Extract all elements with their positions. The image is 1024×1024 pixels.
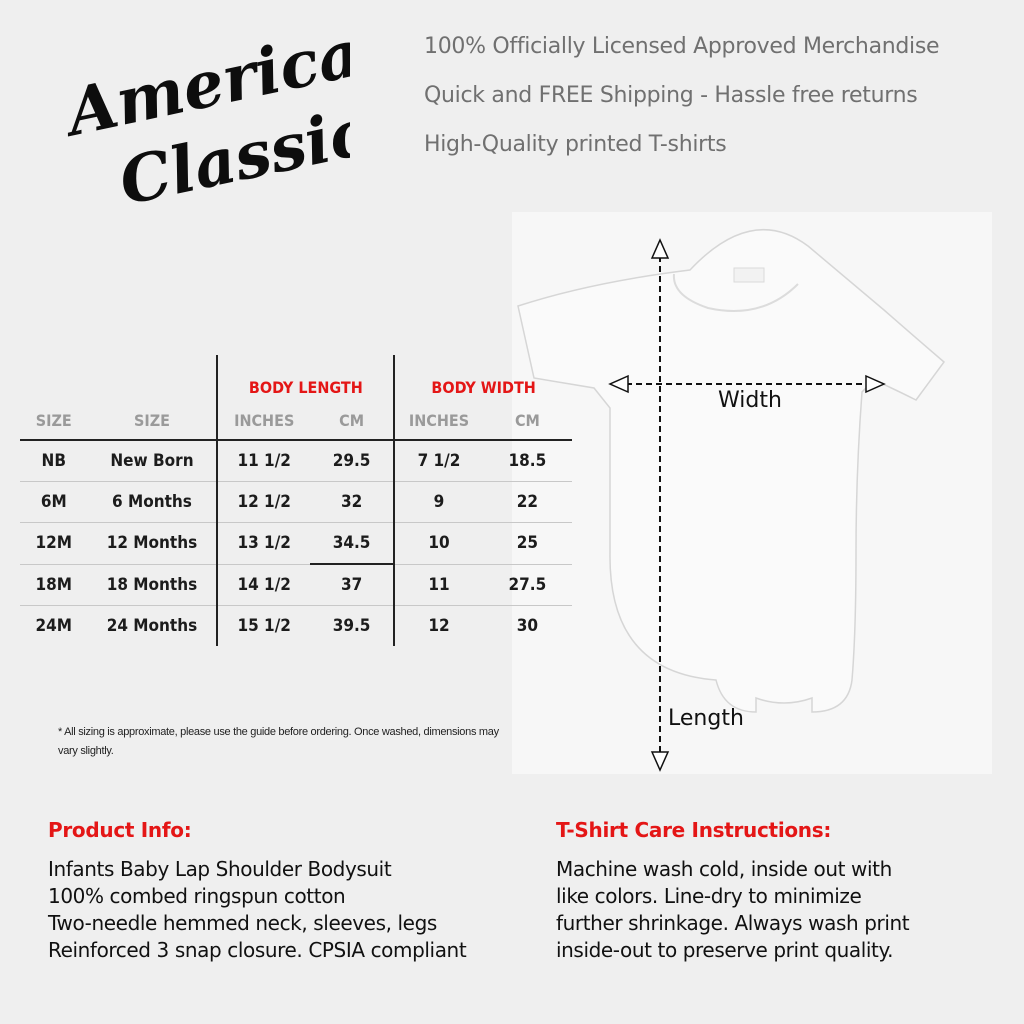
col-header-length-cm: CM xyxy=(310,401,394,440)
size-name-cell: 24 Months xyxy=(106,616,198,636)
length-inches-cell: 11 1/2 xyxy=(217,440,310,482)
brand-logo xyxy=(62,28,350,204)
length-cm-cell: 32 xyxy=(310,482,394,523)
product-info-heading: Product Info: xyxy=(48,818,192,842)
size-chart-table xyxy=(20,355,572,646)
product-info-line: Infants Baby Lap Shoulder Bodysuit xyxy=(48,857,392,881)
length-inches-cell: 13 1/2 xyxy=(217,523,310,565)
product-info-section xyxy=(48,818,466,964)
width-cm-cell: 25 xyxy=(483,523,572,565)
length-label: Length xyxy=(668,706,744,731)
care-instructions-line: Machine wash cold, inside out with xyxy=(556,857,892,881)
tagline-quality: High-Quality printed T-shirts xyxy=(424,132,727,157)
length-inches-cell: 14 1/2 xyxy=(217,564,310,606)
length-cm-cell: 37 xyxy=(310,564,394,606)
care-instructions-heading: T-Shirt Care Instructions: xyxy=(556,818,832,842)
table-row xyxy=(20,523,572,565)
width-cm-cell: 27.5 xyxy=(483,564,572,606)
logo-line-1: American xyxy=(62,28,350,152)
table-row xyxy=(20,440,572,482)
care-instructions-line: inside-out to preserve print quality. xyxy=(556,938,894,962)
care-instructions-line: further shrinkage. Always wash print xyxy=(556,911,910,935)
width-inches-cell: 12 xyxy=(394,606,483,647)
tagline-shipping: Quick and FREE Shipping - Hassle free returns xyxy=(424,83,918,108)
logo-wordmark xyxy=(62,28,350,204)
size-code-cell: 6M xyxy=(20,482,88,523)
bodysuit-diagram xyxy=(512,212,992,774)
product-info-line: Two-needle hemmed neck, sleeves, legs xyxy=(48,911,437,935)
product-info-line: Reinforced 3 snap closure. CPSIA compliant xyxy=(48,938,467,962)
table-row xyxy=(20,606,572,647)
size-name-cell: New Born xyxy=(88,440,218,482)
table-row xyxy=(20,482,572,523)
bodysuit-illustration xyxy=(512,212,992,774)
length-cm-cell: 34.5 xyxy=(310,523,394,565)
length-cm-cell: 29.5 xyxy=(310,440,394,482)
group-header-row xyxy=(20,355,572,401)
width-inches-cell: 11 xyxy=(394,564,483,606)
width-cm-cell: 18.5 xyxy=(483,440,572,482)
width-cm-cell: 30 xyxy=(516,616,539,636)
size-name-cell: 12 Months xyxy=(88,523,218,565)
size-code-cell: NB xyxy=(20,440,88,482)
tagline-licensed: 100% Officially Licensed Approved Merchandise xyxy=(424,34,940,59)
table-row xyxy=(20,564,572,606)
size-name-cell: 6 Months xyxy=(88,482,218,523)
col-header-width-inches: INCHES xyxy=(394,401,483,440)
width-inches-cell: 9 xyxy=(394,482,483,523)
width-inches-cell: 10 xyxy=(394,523,483,565)
col-header-size-name: SIZE xyxy=(88,401,218,440)
size-code-cell: 18M xyxy=(20,564,88,606)
column-header-row xyxy=(20,401,572,440)
logo-line-2: Classics xyxy=(113,87,350,204)
size-code-cell: 12M xyxy=(20,523,88,565)
size-code-cell: 24M xyxy=(35,616,72,636)
length-inches-cell: 15 1/2 xyxy=(217,606,310,647)
body-width-header: BODY WIDTH xyxy=(394,355,572,401)
col-header-width-cm: CM xyxy=(483,401,572,440)
length-inches-cell: 12 1/2 xyxy=(217,482,310,523)
care-instructions-section xyxy=(556,818,909,964)
width-label: Width xyxy=(718,388,782,413)
col-header-length-inches: INCHES xyxy=(217,401,310,440)
product-info-line: 100% combed ringspun cotton xyxy=(48,884,346,908)
length-cm-cell: 39.5 xyxy=(332,616,371,636)
sizing-disclaimer: * All sizing is approximate, please use the guide before ordering. Once washed, dimensions may vary slightly. xyxy=(58,726,499,757)
width-cm-cell: 22 xyxy=(483,482,572,523)
col-header-size-code: SIZE xyxy=(20,401,88,440)
body-length-header: BODY LENGTH xyxy=(217,355,394,401)
care-instructions-line: like colors. Line-dry to minimize xyxy=(556,884,862,908)
size-name-cell: 18 Months xyxy=(88,564,218,606)
width-inches-cell: 7 1/2 xyxy=(394,440,483,482)
taglines xyxy=(424,30,939,177)
